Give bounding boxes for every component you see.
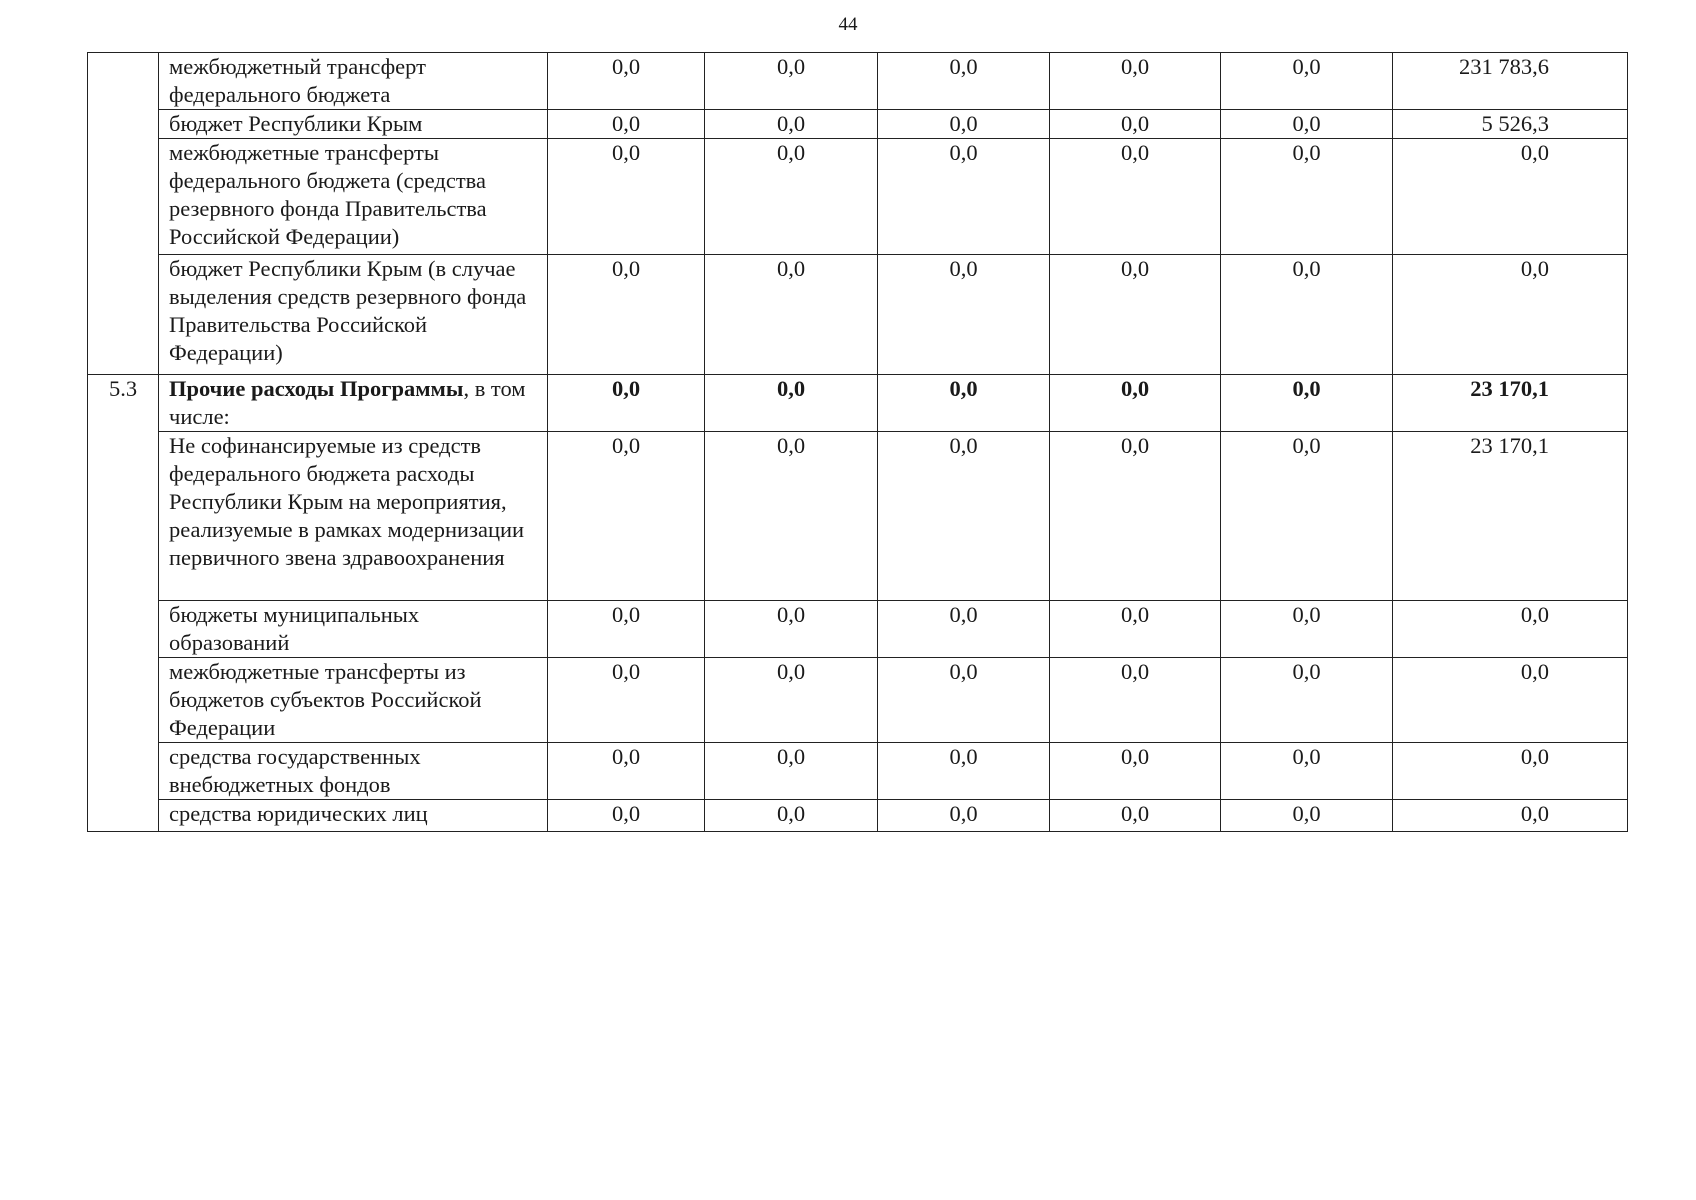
value-cell: 0,0 (705, 800, 878, 832)
row-label: межбюджетный трансферт федерального бюджета (159, 53, 548, 110)
table-row (88, 743, 1628, 800)
table-row (88, 139, 1628, 255)
value-cell: 0,0 (1221, 139, 1393, 255)
value-cell: 0,0 (548, 658, 705, 743)
value-cell: 0,0 (705, 110, 878, 139)
value-cell: 0,0 (878, 255, 1050, 375)
value-cell: 0,0 (705, 658, 878, 743)
row-label: бюджет Республики Крым (в случае выделения средств резервного фонда Правительства Российской Федерации) (159, 255, 548, 375)
total-cell: 0,0 (1393, 601, 1628, 658)
value-cell: 0,0 (1050, 800, 1221, 832)
value-cell: 0,0 (1221, 800, 1393, 832)
value-cell: 0,0 (548, 601, 705, 658)
total-cell: 5 526,3 (1393, 110, 1628, 139)
value-cell: 0,0 (705, 53, 878, 110)
total-cell: 0,0 (1393, 743, 1628, 800)
row-code-cell (88, 53, 159, 375)
value-cell: 0,0 (1050, 432, 1221, 601)
total-cell: 0,0 (1393, 658, 1628, 743)
value-cell: 0,0 (1050, 743, 1221, 800)
value-cell: 0,0 (1221, 743, 1393, 800)
value-cell: 0,0 (1050, 139, 1221, 255)
row-label: межбюджетные трансферты из бюджетов субъектов Российской Федерации (159, 658, 548, 743)
total-cell: 0,0 (1393, 255, 1628, 375)
row-label (159, 375, 548, 432)
value-cell: 0,0 (878, 53, 1050, 110)
row-label: межбюджетные трансферты федерального бюджета (средства резервного фонда Правительства Российской Федерации) (159, 139, 548, 255)
total-cell: 0,0 (1393, 800, 1628, 832)
table-row (88, 255, 1628, 375)
page-number: 44 (838, 14, 858, 35)
budget-table (87, 52, 1628, 832)
value-cell: 0,0 (548, 53, 705, 110)
value-cell: 0,0 (1221, 255, 1393, 375)
value-cell: 0,0 (705, 601, 878, 658)
row-label-bold: Прочие расходы Программы (169, 376, 464, 401)
value-cell: 0,0 (1221, 601, 1393, 658)
value-cell: 0,0 (878, 800, 1050, 832)
value-cell: 0,0 (548, 743, 705, 800)
value-cell: 0,0 (878, 139, 1050, 255)
value-cell: 0,0 (548, 255, 705, 375)
value-cell: 0,0 (705, 432, 878, 601)
value-cell: 0,0 (548, 432, 705, 601)
value-cell: 0,0 (1221, 432, 1393, 601)
table-row (88, 800, 1628, 832)
value-cell: 0,0 (878, 375, 1050, 432)
value-cell: 0,0 (878, 432, 1050, 601)
row-label: средства государственных внебюджетных фондов (159, 743, 548, 800)
total-cell: 231 783,6 (1393, 53, 1628, 110)
table-row (88, 601, 1628, 658)
table-row (88, 658, 1628, 743)
total-cell: 23 170,1 (1393, 375, 1628, 432)
value-cell: 0,0 (548, 110, 705, 139)
table-row (88, 110, 1628, 139)
value-cell: 0,0 (548, 800, 705, 832)
row-label: Не софинансируемые из средств федерального бюджета расходы Республики Крым на мероприятия, реализуемые в рамках модернизации первичного звена здравоохранения (159, 432, 548, 601)
value-cell: 0,0 (1050, 601, 1221, 658)
value-cell: 0,0 (1050, 658, 1221, 743)
row-label: бюджет Республики Крым (159, 110, 548, 139)
table-row (88, 53, 1628, 110)
value-cell: 0,0 (878, 601, 1050, 658)
value-cell: 0,0 (705, 375, 878, 432)
value-cell: 0,0 (1221, 53, 1393, 110)
value-cell: 0,0 (705, 743, 878, 800)
value-cell: 0,0 (548, 375, 705, 432)
value-cell: 0,0 (878, 110, 1050, 139)
row-code-cell: 5.3 (88, 375, 159, 832)
value-cell: 0,0 (878, 658, 1050, 743)
total-cell: 23 170,1 (1393, 432, 1628, 601)
value-cell: 0,0 (1050, 255, 1221, 375)
total-cell: 0,0 (1393, 139, 1628, 255)
row-label: средства юридических лиц (159, 800, 548, 832)
value-cell: 0,0 (1050, 375, 1221, 432)
value-cell: 0,0 (705, 255, 878, 375)
value-cell: 0,0 (1221, 375, 1393, 432)
row-label: бюджеты муниципальных образований (159, 601, 548, 658)
table-row (88, 432, 1628, 601)
value-cell: 0,0 (1221, 110, 1393, 139)
value-cell: 0,0 (548, 139, 705, 255)
value-cell: 0,0 (1221, 658, 1393, 743)
value-cell: 0,0 (878, 743, 1050, 800)
value-cell: 0,0 (1050, 110, 1221, 139)
row-label-rest: , в том числе: (169, 376, 526, 429)
value-cell: 0,0 (705, 139, 878, 255)
value-cell: 0,0 (1050, 53, 1221, 110)
table-row (88, 375, 1628, 432)
